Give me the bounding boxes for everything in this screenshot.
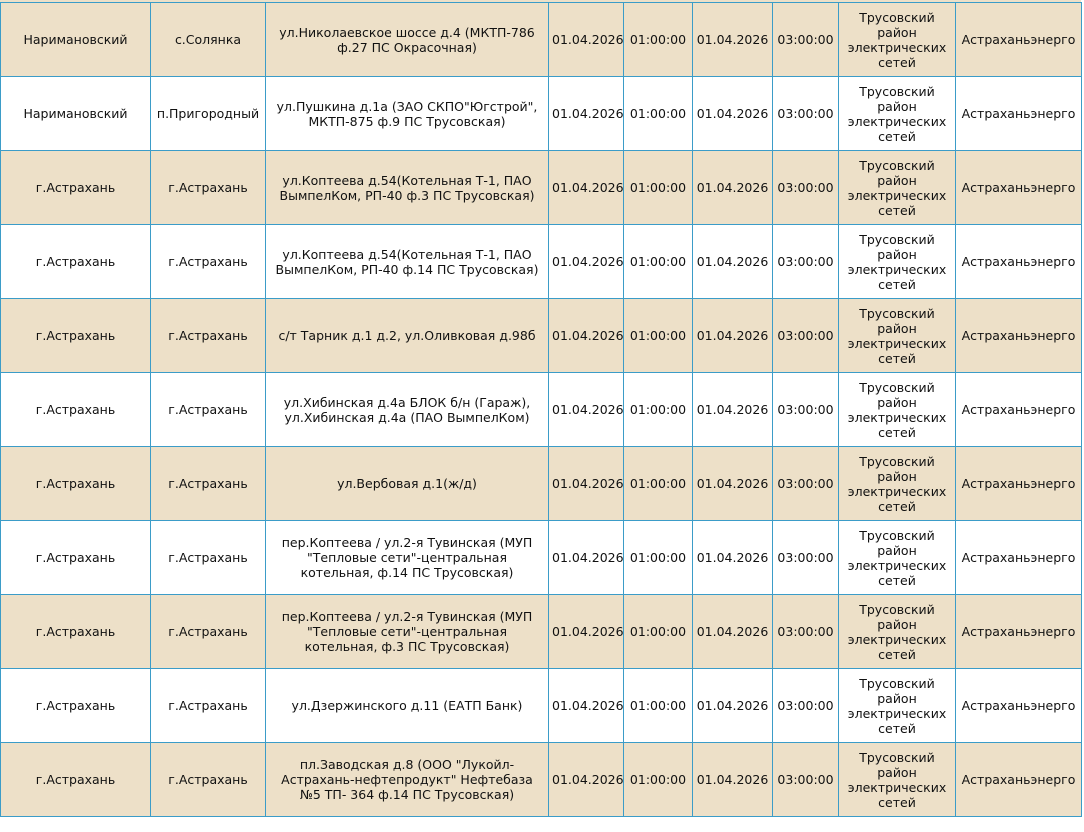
cell-end-time: 03:00:00 [773,743,839,817]
cell-res-unit: Трусовский район электрических сетей [839,225,956,299]
cell-district: г.Астрахань [1,521,151,595]
cell-address: ул.Дзержинского д.11 (ЕАТП Банк) [266,669,549,743]
cell-end-time: 03:00:00 [773,595,839,669]
cell-start-time: 01:00:00 [624,225,693,299]
cell-end-date: 01.04.2026 [693,447,773,521]
cell-res-unit: Трусовский район электрических сетей [839,373,956,447]
cell-district: г.Астрахань [1,743,151,817]
cell-company: Астраханьэнерго [956,225,1082,299]
cell-locality: г.Астрахань [151,151,266,225]
cell-end-time: 03:00:00 [773,373,839,447]
table-row [1,3,1082,77]
cell-address: пл.Заводская д.8 (ООО "Лукойл-Астрахань-нефтепродукт" Нефтебаза №5 ТП- 364 ф.14 ПС Трусовская) [266,743,549,817]
cell-district: г.Астрахань [1,669,151,743]
cell-end-date: 01.04.2026 [693,225,773,299]
table-row [1,447,1082,521]
cell-start-time: 01:00:00 [624,521,693,595]
cell-company: Астраханьэнерго [956,299,1082,373]
cell-end-date: 01.04.2026 [693,151,773,225]
cell-address: ул.Николаевское шоссе д.4 (МКТП-786 ф.27 ПС Окрасочная) [266,3,549,77]
cell-locality: г.Астрахань [151,595,266,669]
cell-end-date: 01.04.2026 [693,669,773,743]
cell-start-date: 01.04.2026 [549,3,624,77]
cell-locality: г.Астрахань [151,521,266,595]
cell-company: Астраханьэнерго [956,77,1082,151]
cell-res-unit: Трусовский район электрических сетей [839,77,956,151]
cell-end-date: 01.04.2026 [693,299,773,373]
table-row [1,225,1082,299]
cell-address: пер.Коптеева / ул.2-я Тувинская (МУП "Тепловые сети"-центральная котельная, ф.14 ПС Трусовская) [266,521,549,595]
cell-start-time: 01:00:00 [624,373,693,447]
cell-start-date: 01.04.2026 [549,595,624,669]
cell-res-unit: Трусовский район электрических сетей [839,447,956,521]
cell-district: г.Астрахань [1,299,151,373]
cell-company: Астраханьэнерго [956,3,1082,77]
cell-district: г.Астрахань [1,151,151,225]
cell-locality: п.Пригородный [151,77,266,151]
cell-end-time: 03:00:00 [773,447,839,521]
cell-start-date: 01.04.2026 [549,225,624,299]
cell-start-date: 01.04.2026 [549,77,624,151]
cell-company: Астраханьэнерго [956,743,1082,817]
cell-start-date: 01.04.2026 [549,669,624,743]
cell-end-date: 01.04.2026 [693,77,773,151]
cell-end-time: 03:00:00 [773,669,839,743]
cell-end-date: 01.04.2026 [693,373,773,447]
cell-res-unit: Трусовский район электрических сетей [839,151,956,225]
cell-res-unit: Трусовский район электрических сетей [839,669,956,743]
cell-district: г.Астрахань [1,447,151,521]
cell-start-date: 01.04.2026 [549,151,624,225]
cell-start-date: 01.04.2026 [549,447,624,521]
cell-address: ул.Хибинская д.4а БЛОК б/н (Гараж), ул.Хибинская д.4а (ПАО ВымпелКом) [266,373,549,447]
table-row [1,151,1082,225]
table-row [1,743,1082,817]
table-row [1,299,1082,373]
cell-company: Астраханьэнерго [956,373,1082,447]
cell-start-date: 01.04.2026 [549,299,624,373]
cell-locality: г.Астрахань [151,373,266,447]
cell-res-unit: Трусовский район электрических сетей [839,521,956,595]
cell-start-time: 01:00:00 [624,669,693,743]
table-body [1,3,1082,817]
cell-district: Наримановский [1,3,151,77]
cell-company: Астраханьэнерго [956,669,1082,743]
cell-start-time: 01:00:00 [624,595,693,669]
cell-end-date: 01.04.2026 [693,595,773,669]
cell-start-time: 01:00:00 [624,151,693,225]
cell-end-time: 03:00:00 [773,299,839,373]
cell-district: Наримановский [1,77,151,151]
cell-locality: г.Астрахань [151,743,266,817]
cell-address: пер.Коптеева / ул.2-я Тувинская (МУП "Тепловые сети"-центральная котельная, ф.3 ПС Трусовская) [266,595,549,669]
cell-address: ул.Пушкина д.1а (ЗАО СКПО"Югстрой", МКТП-875 ф.9 ПС Трусовская) [266,77,549,151]
cell-locality: г.Астрахань [151,669,266,743]
cell-district: г.Астрахань [1,595,151,669]
table-row [1,595,1082,669]
cell-company: Астраханьэнерго [956,447,1082,521]
cell-locality: г.Астрахань [151,299,266,373]
cell-start-time: 01:00:00 [624,299,693,373]
cell-start-date: 01.04.2026 [549,521,624,595]
cell-start-date: 01.04.2026 [549,743,624,817]
cell-end-time: 03:00:00 [773,3,839,77]
cell-address: с/т Тарник д.1 д.2, ул.Оливковая д.98б [266,299,549,373]
cell-end-time: 03:00:00 [773,77,839,151]
cell-start-time: 01:00:00 [624,743,693,817]
cell-start-date: 01.04.2026 [549,373,624,447]
table-row [1,373,1082,447]
cell-company: Астраханьэнерго [956,521,1082,595]
cell-locality: г.Астрахань [151,447,266,521]
cell-end-time: 03:00:00 [773,521,839,595]
power-outage-table [0,2,1082,817]
cell-start-time: 01:00:00 [624,3,693,77]
table-row [1,669,1082,743]
cell-company: Астраханьэнерго [956,595,1082,669]
cell-res-unit: Трусовский район электрических сетей [839,595,956,669]
cell-district: г.Астрахань [1,373,151,447]
cell-locality: с.Солянка [151,3,266,77]
cell-end-time: 03:00:00 [773,225,839,299]
cell-end-date: 01.04.2026 [693,521,773,595]
cell-res-unit: Трусовский район электрических сетей [839,299,956,373]
table-row [1,77,1082,151]
cell-start-time: 01:00:00 [624,447,693,521]
cell-res-unit: Трусовский район электрических сетей [839,3,956,77]
cell-res-unit: Трусовский район электрических сетей [839,743,956,817]
cell-address: ул.Коптеева д.54(Котельная Т-1, ПАО ВымпелКом, РП-40 ф.14 ПС Трусовская) [266,225,549,299]
cell-address: ул.Коптеева д.54(Котельная Т-1, ПАО ВымпелКом, РП-40 ф.3 ПС Трусовская) [266,151,549,225]
table-row [1,521,1082,595]
cell-end-date: 01.04.2026 [693,743,773,817]
cell-company: Астраханьэнерго [956,151,1082,225]
cell-district: г.Астрахань [1,225,151,299]
cell-locality: г.Астрахань [151,225,266,299]
cell-end-time: 03:00:00 [773,151,839,225]
cell-end-date: 01.04.2026 [693,3,773,77]
cell-address: ул.Вербовая д.1(ж/д) [266,447,549,521]
cell-start-time: 01:00:00 [624,77,693,151]
